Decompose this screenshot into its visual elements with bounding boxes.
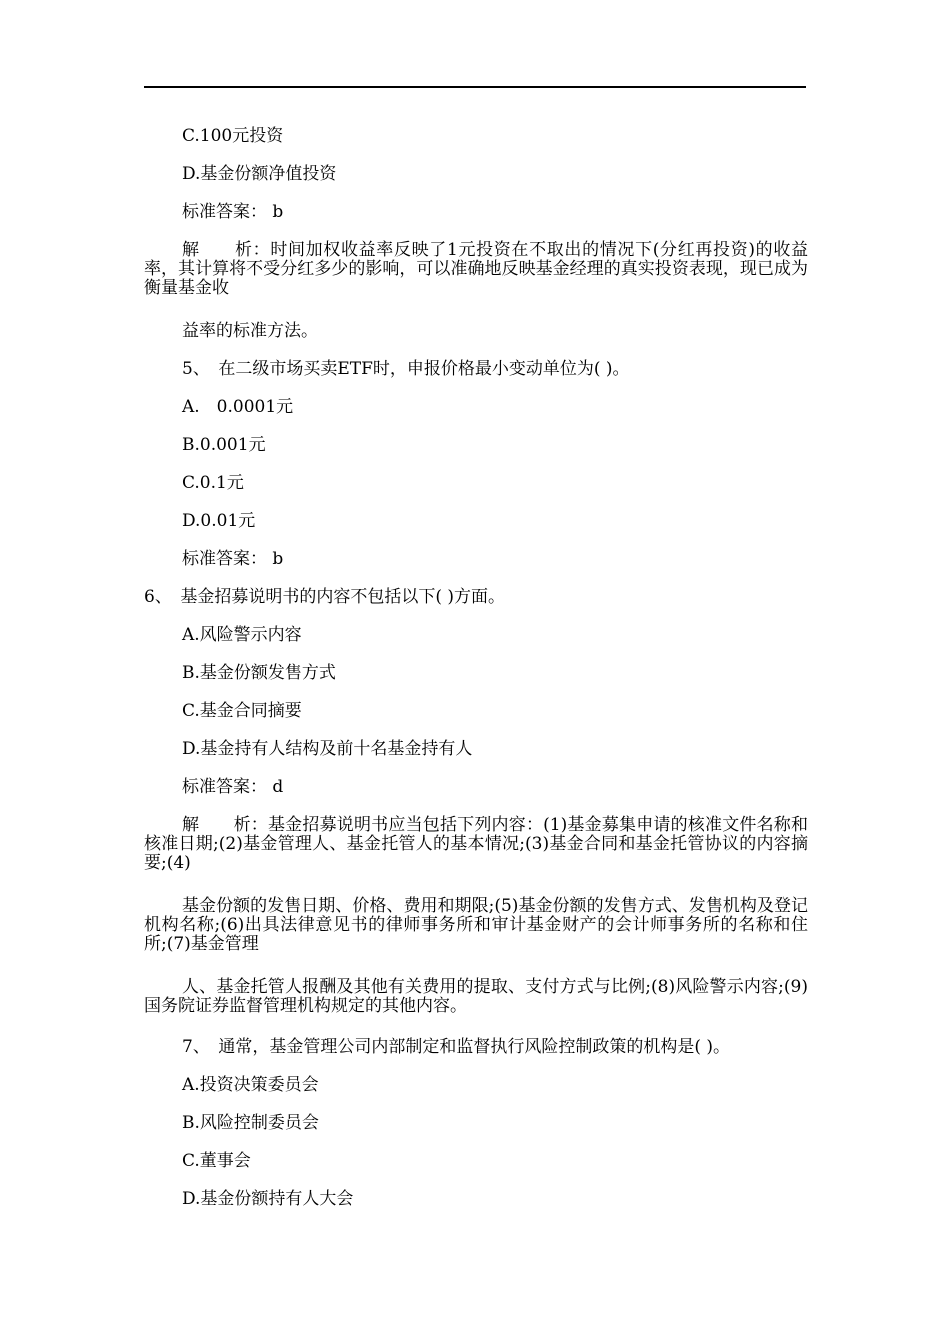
header-rule xyxy=(144,86,806,88)
q6-option-b: B.基金份额发售方式 xyxy=(182,663,336,683)
q4-option-c: C.100元投资 xyxy=(182,126,284,146)
q5-option-c: C.0.1元 xyxy=(182,473,244,493)
q4-option-d: D.基金份额净值投资 xyxy=(182,164,337,184)
q7-option-a: A.投资决策委员会 xyxy=(182,1075,319,1095)
q4-analysis-2: 益率的标准方法。 xyxy=(182,321,318,341)
q5-option-a: A. 0.0001元 xyxy=(182,397,294,417)
q4-answer: 标准答案： b xyxy=(182,202,284,222)
q6-option-a: A.风险警示内容 xyxy=(182,625,302,645)
q6-answer: 标准答案： d xyxy=(182,777,284,797)
q6-analysis-2: 基金份额的发售日期、价格、费用和期限;(5)基金份额的发售方式、发售机构及登记机构名称;(6)出具法律意见书的律师事务所和审计基金财产的会计师事务所的名称和住所;(7)基金管理 xyxy=(144,896,808,954)
q7-question: 7、 通常，基金管理公司内部制定和监督执行风险控制政策的机构是( )。 xyxy=(182,1037,730,1057)
q4-analysis-1: 解 析：时间加权收益率反映了1元投资在不取出的情况下(分红再投资)的收益率，其计算将不受分红多少的影响，可以准确地反映基金经理的真实投资表现，现已成为衡量基金收 xyxy=(144,240,808,298)
q6-question: 6、 基金招募说明书的内容不包括以下( )方面。 xyxy=(144,587,505,607)
q6-option-d: D.基金持有人结构及前十名基金持有人 xyxy=(182,739,473,759)
q7-option-c: C.董事会 xyxy=(182,1151,251,1171)
q7-option-d: D.基金份额持有人大会 xyxy=(182,1189,354,1209)
q5-question: 5、 在二级市场买卖ETF时，申报价格最小变动单位为( )。 xyxy=(182,359,630,379)
q5-answer: 标准答案： b xyxy=(182,549,284,569)
q5-option-d: D.0.01元 xyxy=(182,511,256,531)
q6-option-c: C.基金合同摘要 xyxy=(182,701,302,721)
q5-option-b: B.0.001元 xyxy=(182,435,266,455)
q6-analysis-3: 人、基金托管人报酬及其他有关费用的提取、支付方式与比例;(8)风险警示内容;(9)国务院证券监督管理机构规定的其他内容。 xyxy=(144,977,808,1016)
q6-analysis-1: 解 析：基金招募说明书应当包括下列内容：(1)基金募集申请的核准文件名称和核准日期;(2)基金管理人、基金托管人的基本情况;(3)基金合同和基金托管协议的内容摘要;(4) xyxy=(144,815,808,873)
q7-option-b: B.风险控制委员会 xyxy=(182,1113,319,1133)
